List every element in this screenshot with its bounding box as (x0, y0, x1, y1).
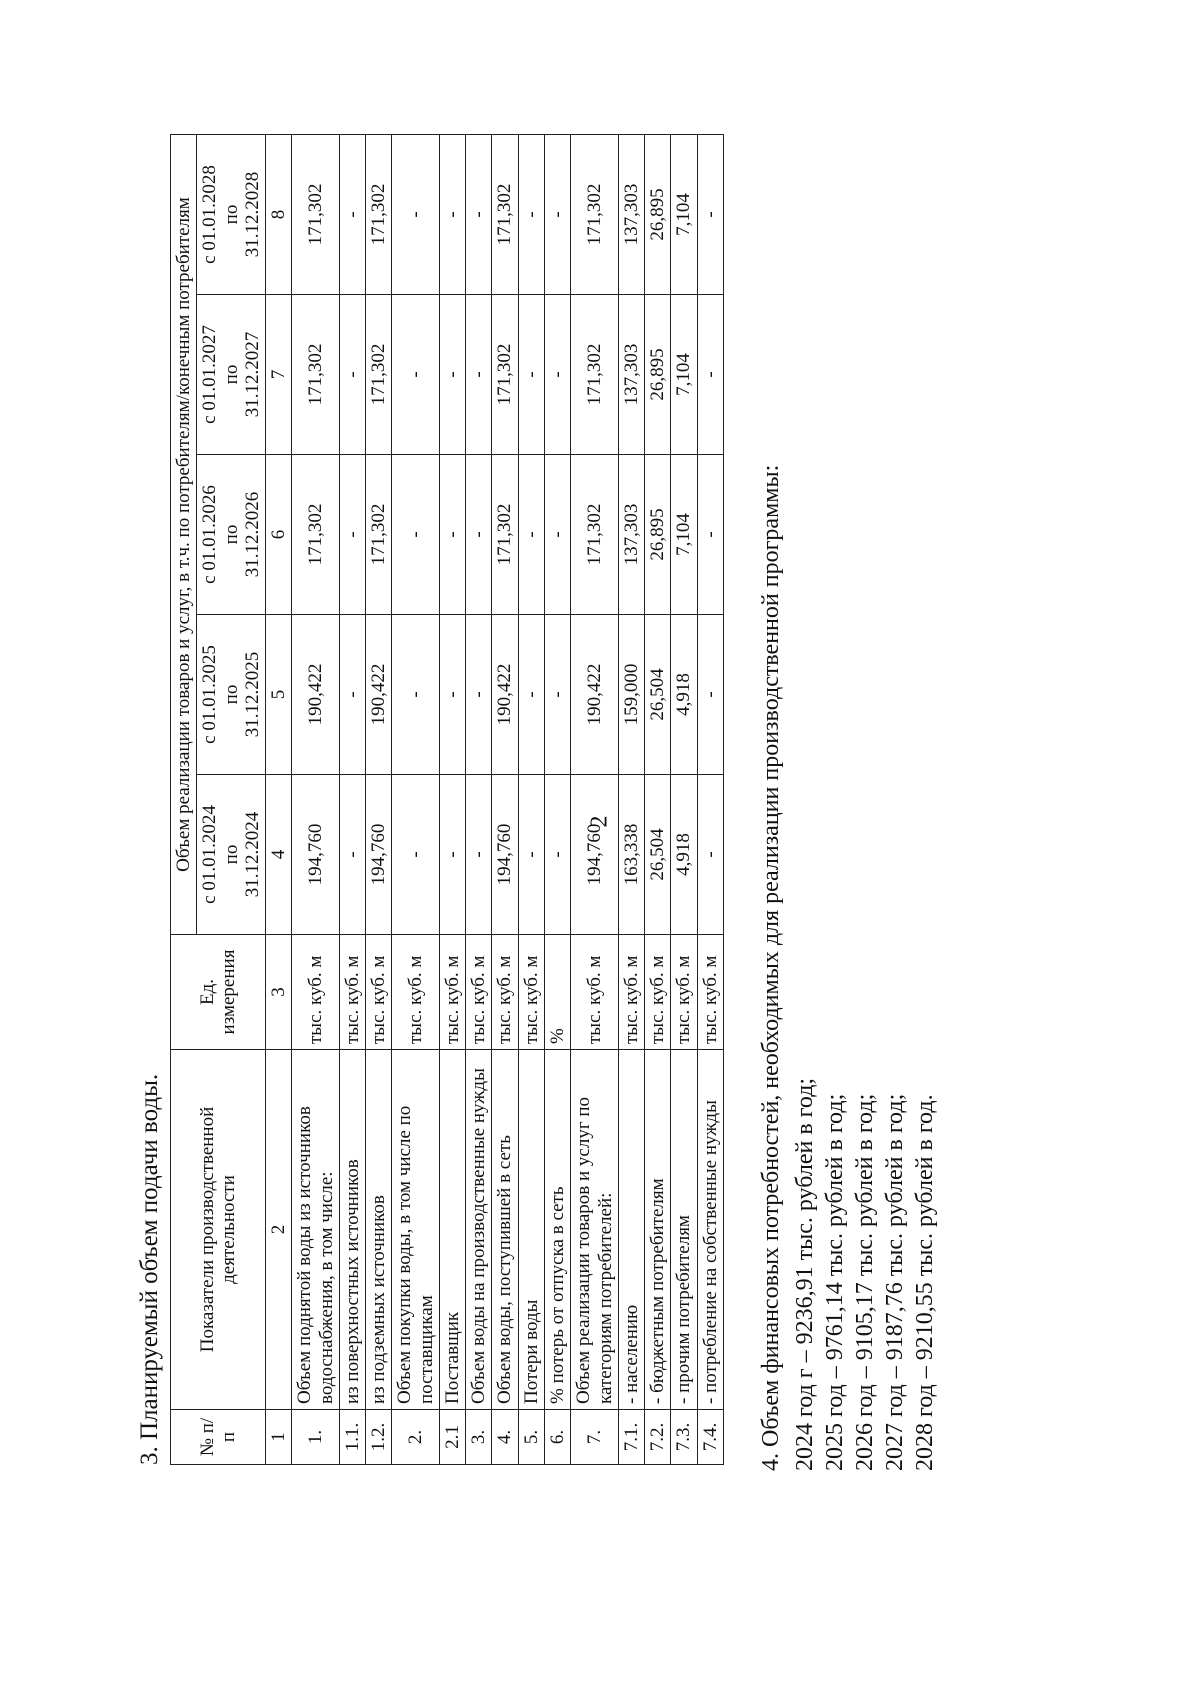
row-value: - (697, 295, 723, 455)
table-row (292, 135, 340, 1465)
row-value: - (518, 455, 544, 615)
row-value: - (518, 775, 544, 935)
row-unit: тыс. куб. м (439, 935, 465, 1050)
header-num: № п/п (171, 1410, 266, 1465)
table-row (645, 135, 671, 1465)
header-period-from: с 01.01.2028 (199, 165, 221, 264)
row-number: 1.2. (366, 1410, 392, 1465)
row-value: - (339, 135, 365, 295)
row-value: - (697, 615, 723, 775)
table-row (339, 135, 365, 1465)
row-value: 194,760 (292, 775, 340, 935)
table-row (366, 135, 392, 1465)
row-indicator: - потребление на собственные нужды (697, 1050, 723, 1410)
row-value: - (339, 775, 365, 935)
header-period-from: с 01.01.2026 (199, 485, 221, 584)
row-value: - (544, 615, 570, 775)
row-value: - (518, 615, 544, 775)
row-number: 1.1. (339, 1410, 365, 1465)
header-period-to: 31.12.2026 (241, 491, 263, 578)
row-number: 6. (544, 1410, 570, 1465)
row-number: 7.2. (645, 1410, 671, 1465)
header-period-to: 31.12.2027 (241, 331, 263, 418)
row-value: - (392, 615, 440, 775)
row-value: - (466, 295, 492, 455)
table-row (697, 135, 723, 1465)
row-value: 190,422 (571, 615, 619, 775)
row-value: - (339, 455, 365, 615)
row-value: 171,302 (366, 135, 392, 295)
page-number: 2 (586, 815, 613, 828)
header-indicator: Показатели производственной деятельности (171, 1050, 266, 1410)
row-value: 159,000 (618, 615, 644, 775)
row-value: 171,302 (492, 135, 518, 295)
header-period-to: 31.12.2028 (241, 171, 263, 258)
row-value: 190,422 (492, 615, 518, 775)
row-value: 171,302 (292, 455, 340, 615)
section-4-title: 4. Объем финансовых потребностей, необходимых для реализации производственной программы: (758, 464, 784, 1471)
row-value: 137,303 (618, 455, 644, 615)
row-value: 26,895 (645, 135, 671, 295)
header-period-po: по (220, 684, 242, 705)
row-unit: тыс. куб. м (392, 935, 440, 1050)
row-value: 194,760 (492, 775, 518, 935)
table-row (492, 135, 518, 1465)
header-period (197, 295, 266, 455)
row-value: 26,504 (645, 775, 671, 935)
row-value: 171,302 (571, 455, 619, 615)
row-value: - (466, 135, 492, 295)
header-period (197, 615, 266, 775)
row-value: - (544, 455, 570, 615)
financial-need-item: 2025 год – 9761,14 тыс. рублей в год; (822, 1093, 848, 1471)
header-group: Объем реализации товаров и услуг, в т.ч. по потребителям/конечным потребителям (171, 135, 197, 935)
row-value: 171,302 (366, 295, 392, 455)
row-unit: тыс. куб. м (292, 935, 340, 1050)
row-unit: тыс. куб. м (466, 935, 492, 1050)
row-value: - (544, 135, 570, 295)
column-number: 3 (266, 935, 292, 1050)
row-indicator: Объем воды на производственные нужды (466, 1050, 492, 1410)
row-value: 4,918 (671, 615, 697, 775)
row-value: - (392, 295, 440, 455)
row-unit: тыс. куб. м (671, 935, 697, 1050)
row-number: 7.4. (697, 1410, 723, 1465)
row-value: 26,895 (645, 295, 671, 455)
row-value: - (544, 295, 570, 455)
row-value: - (439, 455, 465, 615)
row-number: 5. (518, 1410, 544, 1465)
header-period-from: с 01.01.2024 (199, 805, 221, 904)
table-row (518, 135, 544, 1465)
header-period-po: по (220, 844, 242, 865)
table-row (618, 135, 644, 1465)
row-value: 171,302 (571, 135, 619, 295)
financial-need-item: 2024 год г – 9236,91 тыс. рублей в год; (792, 1077, 818, 1471)
header-period-from: с 01.01.2025 (199, 645, 221, 744)
header-period-po: по (220, 524, 242, 545)
row-unit: тыс. куб. м (492, 935, 518, 1050)
header-period-to: 31.12.2025 (241, 651, 263, 738)
column-number: 5 (266, 615, 292, 775)
row-value: 171,302 (292, 135, 340, 295)
header-period-to: 31.12.2024 (241, 811, 263, 898)
water-supply-table (170, 134, 724, 1465)
row-unit: тыс. куб. м (618, 935, 644, 1050)
row-indicator: Объем воды, поступившей в сеть (492, 1050, 518, 1410)
table-row (544, 135, 570, 1465)
header-column-numbers (266, 135, 292, 1465)
row-value: - (392, 135, 440, 295)
row-number: 2.1 (439, 1410, 465, 1465)
row-value: 26,895 (645, 455, 671, 615)
section-3-title: 3. Планируемый объем подачи воды. (136, 1073, 163, 1465)
row-value: - (518, 135, 544, 295)
row-number: 7.3. (671, 1410, 697, 1465)
row-number: 4. (492, 1410, 518, 1465)
column-number: 2 (266, 1050, 292, 1410)
row-indicator: Объем поднятой воды из источников водоснабжения, в том числе: (292, 1050, 340, 1410)
row-unit: тыс. куб. м (645, 935, 671, 1050)
column-number: 6 (266, 455, 292, 615)
row-unit: тыс. куб. м (339, 935, 365, 1050)
row-indicator: - населению (618, 1050, 644, 1410)
row-unit: % (544, 935, 570, 1050)
row-value: - (392, 775, 440, 935)
header-period (197, 775, 266, 935)
column-number: 1 (266, 1410, 292, 1465)
row-indicator: Поставщик (439, 1050, 465, 1410)
row-value: 7,104 (671, 295, 697, 455)
header-period-po: по (220, 204, 242, 225)
row-value: - (439, 135, 465, 295)
row-value: 171,302 (492, 455, 518, 615)
financial-needs-list (790, 1078, 940, 1471)
row-indicator: из поверхностных источников (339, 1050, 365, 1410)
row-value: 171,302 (571, 295, 619, 455)
row-unit: тыс. куб. м (366, 935, 392, 1050)
row-value: - (697, 135, 723, 295)
row-value: - (339, 295, 365, 455)
header-period-from: с 01.01.2027 (199, 325, 221, 424)
row-indicator: - прочим потребителям (671, 1050, 697, 1410)
table-row (439, 135, 465, 1465)
document-body (110, 137, 1090, 1557)
row-value: 26,504 (645, 615, 671, 775)
table-row (671, 135, 697, 1465)
table-row (466, 135, 492, 1465)
row-value: - (439, 615, 465, 775)
row-indicator: Объем реализации товаров и услуг по категориям потребителей: (571, 1050, 619, 1410)
row-indicator: % потерь от отпуска в сеть (544, 1050, 570, 1410)
header-unit: Ед. измерения (171, 935, 266, 1050)
row-number: 3. (466, 1410, 492, 1465)
row-value: - (466, 455, 492, 615)
row-value: 190,422 (292, 615, 340, 775)
header-period (197, 455, 266, 615)
row-value: - (339, 615, 365, 775)
row-unit: тыс. куб. м (697, 935, 723, 1050)
column-number: 4 (266, 775, 292, 935)
row-value: - (697, 775, 723, 935)
row-value: - (392, 455, 440, 615)
header-period-po: по (220, 364, 242, 385)
row-indicator: Потери воды (518, 1050, 544, 1410)
row-indicator: - бюджетным потребителям (645, 1050, 671, 1410)
row-value: 171,302 (292, 295, 340, 455)
row-value: 137,303 (618, 135, 644, 295)
row-value: 171,302 (492, 295, 518, 455)
row-value: 171,302 (366, 455, 392, 615)
table-row (571, 135, 619, 1465)
row-value: 137,303 (618, 295, 644, 455)
table-body (292, 135, 724, 1465)
row-value: - (466, 615, 492, 775)
row-unit: тыс. куб. м (571, 935, 619, 1050)
column-number: 8 (266, 135, 292, 295)
row-value: - (439, 775, 465, 935)
row-value: - (439, 295, 465, 455)
row-value: 190,422 (366, 615, 392, 775)
financial-need-item: 2026 год – 9105,17 тыс. рублей в год; (852, 1093, 878, 1471)
row-value: 7,104 (671, 455, 697, 615)
row-value: - (518, 295, 544, 455)
row-indicator: из подземных источников (366, 1050, 392, 1410)
table-row (392, 135, 440, 1465)
financial-need-item: 2027 год – 9187,76 тыс. рублей в год; (882, 1093, 908, 1471)
column-number: 7 (266, 295, 292, 455)
row-indicator: Объем покупки воды, в том числе по поставщикам (392, 1050, 440, 1410)
row-value: 7,104 (671, 135, 697, 295)
row-value: - (544, 775, 570, 935)
row-value: 163,338 (618, 775, 644, 935)
row-value: 194,760 (571, 775, 619, 935)
row-unit: тыс. куб. м (518, 935, 544, 1050)
row-value: 194,760 (366, 775, 392, 935)
row-number: 7.1. (618, 1410, 644, 1465)
header-period (197, 135, 266, 295)
financial-need-item: 2028 год – 9210,55 тыс. рублей в год. (912, 1094, 938, 1471)
row-value: - (697, 455, 723, 615)
row-number: 7. (571, 1410, 619, 1465)
row-number: 1. (292, 1410, 340, 1465)
row-number: 2. (392, 1410, 440, 1465)
row-value: - (466, 775, 492, 935)
row-value: 4,918 (671, 775, 697, 935)
